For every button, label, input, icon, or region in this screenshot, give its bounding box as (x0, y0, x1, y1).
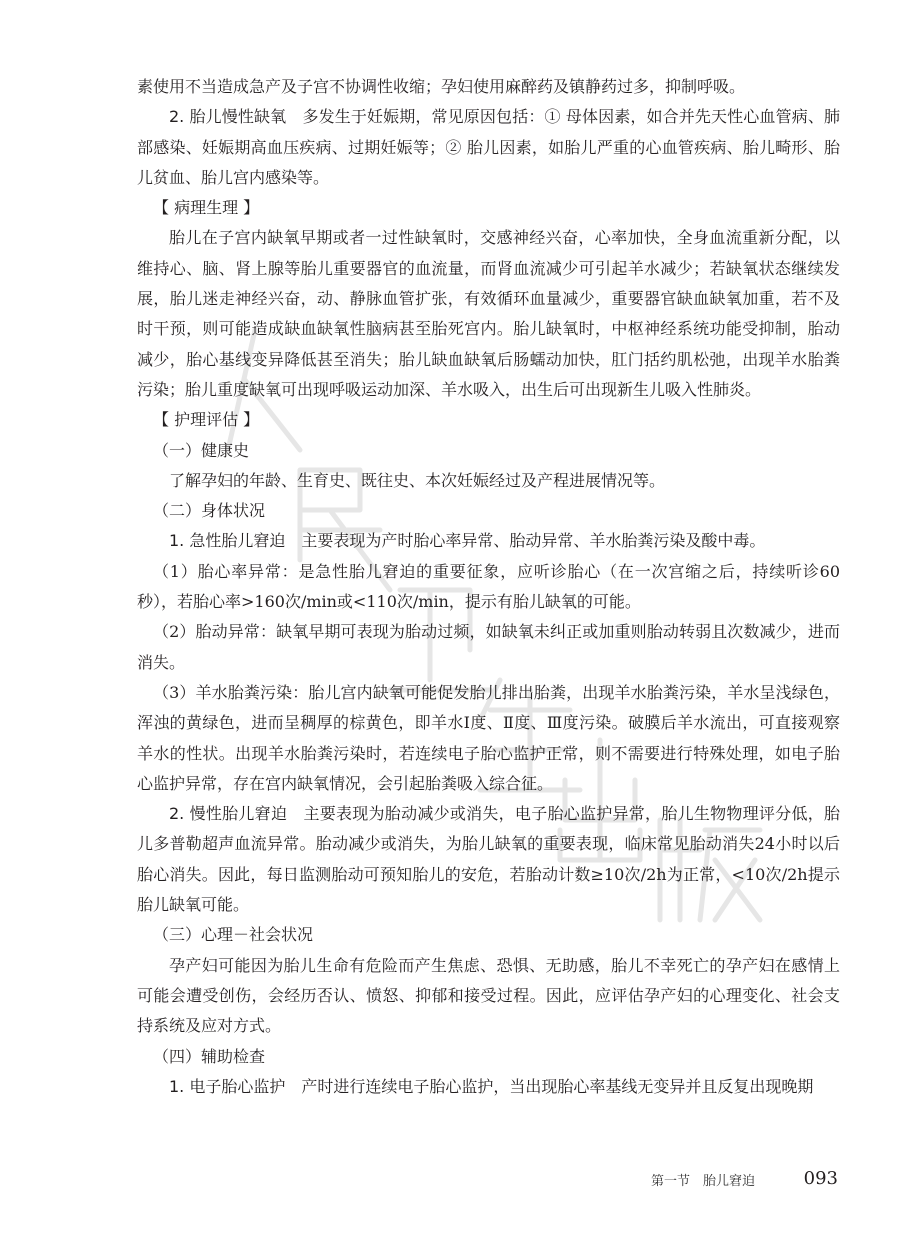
run-in-heading: 1. 急性胎儿窘迫 (169, 531, 286, 551)
paragraph-efm (137, 1072, 840, 1102)
paragraph-pathophysiology: 胎儿在子宫内缺氧早期或者一过性缺氧时，交感神经兴奋，心率加快，全身血流重新分配，以维持心、脑、肾上腺等胎儿重要器官的血流量，而肾血流减少可引起羊水减少；若缺氧状态继续发展，胎儿迷走神经兴奋，动、静脉血管扩张，有效循环血量减少，重要器官缺血缺氧加重，若不及时干预，则可能造成缺血缺氧性脑病甚至胎死宫内。胎儿缺氧时，中枢神经系统功能受抑制，胎动减少，胎心基线变异降低甚至消失；胎儿缺血缺氧后肠蠕动加快，肛门括约肌松弛，出现羊水胎粪污染；胎儿重度缺氧可出现呼吸运动加深、羊水吸入，出生后可出现新生儿吸入性肺炎。 (137, 228, 840, 399)
subheading-psychosocial: （三）心理－社会状况 (153, 925, 314, 945)
run-in-heading: 2. 慢性胎儿窘迫 (169, 804, 288, 824)
subheading-physical-status: （二）身体状况 (153, 501, 266, 521)
subheading-health-history: （一）健康史 (153, 440, 250, 460)
subheading-auxiliary-exam: （四）辅助检查 (153, 1046, 266, 1066)
paragraph-chronic-distress (137, 799, 840, 920)
paragraph-fetal-movement: （2）胎动异常：缺氧早期可表现为胎动过频，如缺氧未纠正或加重则胎动转弱且次数减少，进而消失。 (137, 622, 840, 672)
paragraph-fetal-heart-rate: （1）胎心率异常：是急性胎儿窘迫的重要征象，应听诊胎心（在一次宫缩之后，持续听诊60秒），若胎心率>160次/min或<110次/min，提示有胎儿缺氧的可能。 (137, 561, 840, 612)
section-heading-pathophysiology: 【 病理生理 】 (153, 198, 260, 218)
run-in-heading: 1. 电子胎心监护 (169, 1076, 286, 1096)
footer-section-title: 第一节 胎儿窘迫 (650, 1174, 755, 1189)
section-heading-nursing-assessment: 【 护理评估 】 (153, 410, 260, 430)
paragraph-text: 产时进行连续电子胎心监护，当出现胎心率基线无变异并且反复出现晚期 (301, 1076, 814, 1096)
body-text (137, 72, 840, 1102)
page-footer (0, 1168, 900, 1192)
paragraph-acute-distress (137, 526, 840, 556)
paragraph-text: 主要表现为胎动减少或消失，电子胎心监护异常，胎儿生物物理评分低，胎儿多普勒超声血流异常。胎动减少或消失，为胎儿缺氧的重要表现，临床常见胎动消失24小时以后胎心消失。因此，每日监测胎动可预知胎儿的安危，若胎动计数≥10次/2h为正常，<10次/2h提示胎儿缺氧可能。 (137, 804, 840, 915)
paragraph-text: 主要表现为产时胎心率异常、胎动异常、羊水胎粪污染及酸中毒。 (301, 531, 766, 551)
paragraph-meconium: （3）羊水胎粪污染：胎儿宫内缺氧可能促发胎儿排出胎粪，出现羊水胎粪污染，羊水呈浅绿色，浑浊的黄绿色，进而呈稠厚的棕黄色，即羊水Ⅰ度、Ⅱ度、Ⅲ度污染。破膜后羊水流出，可直接观察羊水的性状。出现羊水胎粪污染时，若连续电子胎心监护正常，则不需要进行特殊处理，如电子胎心监护异常，存在宫内缺氧情况，会引起胎粪吸入综合征。 (137, 682, 840, 793)
page-number: 093 (803, 1168, 838, 1189)
paragraph-text: 多发生于妊娠期，常见原因包括：① 母体因素，如合并先天性心血管病、肺部感染、妊娠期高血压疾病、过期妊娠等；② 胎儿因素，如胎儿严重的心血管疾病、胎儿畸形、胎儿贫血、胎儿宫内感染等。 (137, 107, 840, 187)
paragraph-continuation: 素使用不当造成急产及子宫不协调性收缩；孕妇使用麻醉药及镇静药过多，抑制呼吸。 (137, 77, 746, 96)
paragraph-chronic-hypoxia (137, 102, 840, 193)
run-in-heading: 2. 胎儿慢性缺氧 (169, 107, 287, 127)
paragraph-health-history: 了解孕妇的年龄、生育史、既往史、本次妊娠经过及产程进展情况等。 (169, 470, 666, 490)
paragraph-psychosocial: 孕产妇可能因为胎儿生命有危险而产生焦虑、恐惧、无助感，胎儿不幸死亡的孕产妇在感情上可能会遭受创伤，会经历否认、愤怒、抑郁和接受过程。因此，应评估孕产妇的心理变化、社会支持系统及应对方式。 (137, 955, 840, 1036)
